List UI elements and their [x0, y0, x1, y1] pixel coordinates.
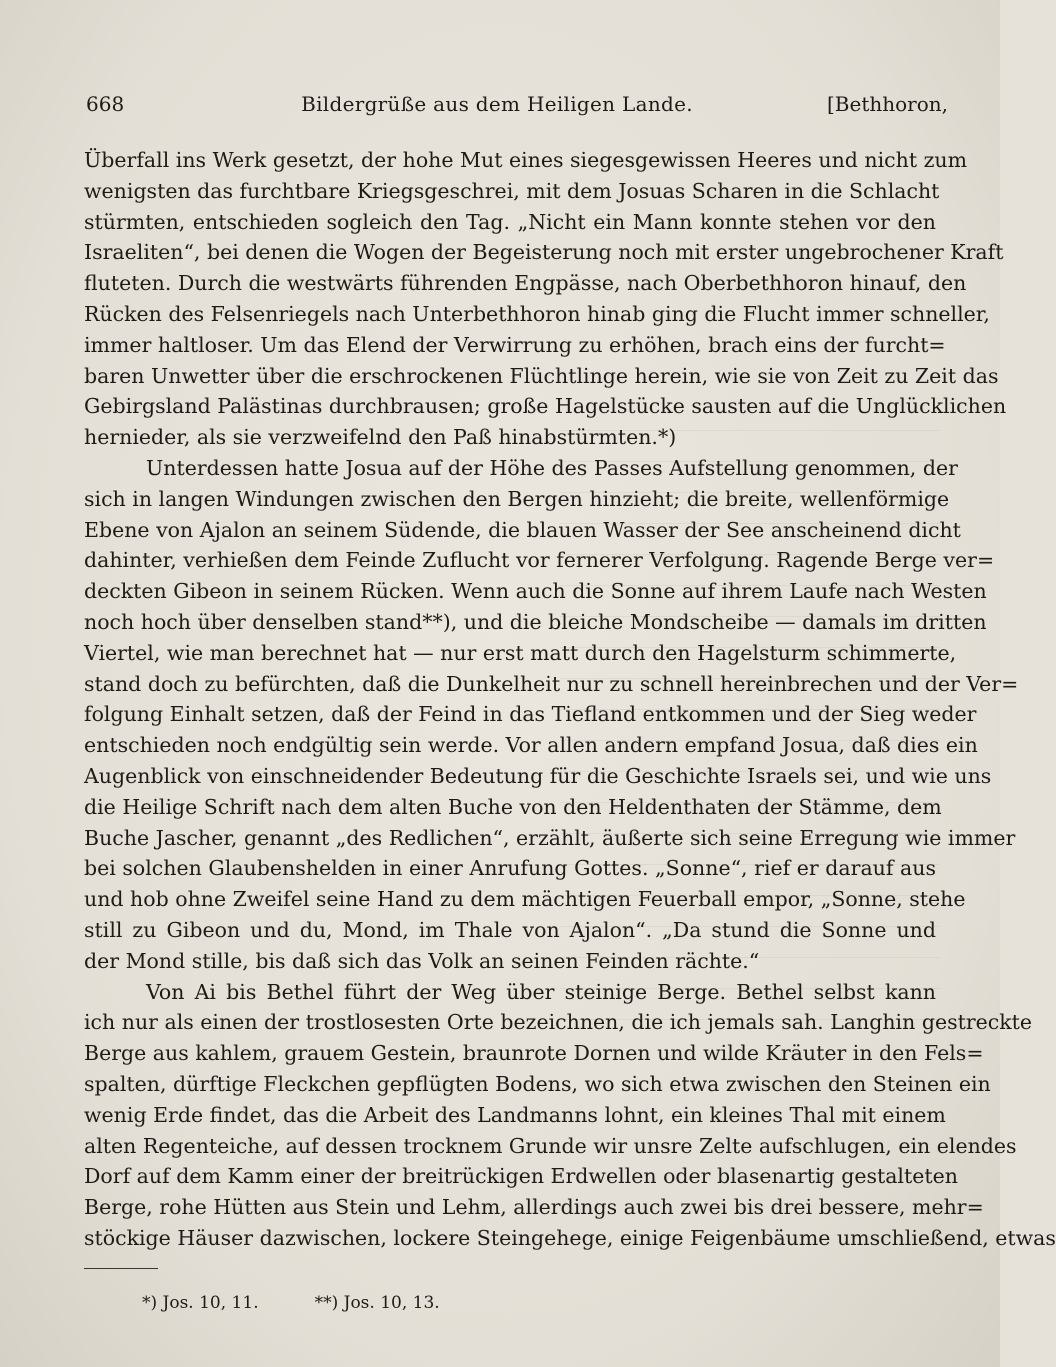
- section-marker: [Bethhoron,: [826, 92, 948, 116]
- text-line: stöckige Häuser dazwischen, lockere Steingehege, einige Feigenbäume umschließend, etwas: [84, 1225, 1056, 1250]
- text-line: Überfall ins Werk gesetzt, der hohe Mut eines siegesgewissen Heeres und nicht zum: [84, 148, 968, 172]
- text-line: Augenblick von einschneidender Bedeutung für die Geschichte Israels sei, und wie uns: [84, 763, 992, 788]
- text-line: immer haltloser. Um das Elend der Verwirrung zu erhöhen, brach eins der furcht=: [84, 332, 946, 357]
- text-line: stand doch zu befürchten, daß die Dunkelheit nur zu schnell hereinbrechen und der Ver=: [84, 671, 1019, 696]
- running-header: [86, 92, 948, 126]
- page-number: 668: [86, 92, 125, 116]
- text-line: Ebene von Ajalon an seinem Südende, die blauen Wasser der See anscheinend dicht: [84, 517, 961, 542]
- text-line: spalten, dürftige Fleckchen gepflügten Bodens, wo sich etwa zwischen den Steinen ein: [84, 1071, 991, 1096]
- text-line: noch hoch über denselben stand**), und die bleiche Mondscheibe — damals im dritten: [84, 609, 987, 634]
- running-title: Bildergrüße aus dem Heiligen Lande.: [301, 92, 693, 116]
- text-line: fluteten. Durch die westwärts führenden Engpässe, nach Oberbethhoron hinauf, den: [84, 271, 967, 296]
- text-line: Israeliten“, bei denen die Wogen der Begeisterung noch mit erster ungebrochener Kraft: [84, 240, 1004, 265]
- text-line: wenigsten das furchtbare Kriegsgeschrei, mit dem Josuas Scharen in die Schlacht: [84, 178, 940, 203]
- text-line: Viertel, wie man berechnet hat — nur erst matt durch den Hagelsturm schimmerte,: [84, 640, 957, 665]
- text-line: baren Unwetter über die erschrockenen Flüchtlinge herein, wie sie von Zeit zu Zeit das: [84, 363, 999, 388]
- body-text: [84, 145, 1056, 1254]
- footnote-rule: [84, 1268, 158, 1269]
- text-line: Buche Jascher, genannt „des Redlichen“, erzählt, äußerte sich seine Erregung wie immer: [84, 825, 1016, 850]
- text-line: entschieden noch endgültig sein werde. Vor allen andern empfand Josua, daß dies ein: [84, 733, 978, 758]
- text-line: still zu Gibeon und du, Mond, im Thale von Ajalon“. „Da stund die Sonne und: [84, 917, 936, 942]
- text-line: der Mond stille, bis daß sich das Volk an seinen Feinden rächte.“: [84, 948, 760, 973]
- text-line: bei solchen Glaubenshelden in einer Anrufung Gottes. „Sonne“, rief er darauf aus: [84, 856, 936, 881]
- text-line: alten Regenteiche, auf dessen trocknem Grunde wir unsre Zelte aufschlugen, ein elendes: [84, 1133, 1017, 1158]
- text-line: dahinter, verhießen dem Feinde Zuflucht vor fernerer Verfolgung. Ragende Berge ver=: [84, 548, 995, 573]
- text-line: hernieder, als sie verzweifelnd den Paß hinabstürmten.*): [84, 425, 677, 450]
- footnotes: [142, 1293, 440, 1313]
- footnote-1: *) Jos. 10, 11.: [142, 1293, 259, 1313]
- text-line: Berge aus kahlem, grauem Gestein, braunrote Dornen und wilde Kräuter in den Fels=: [84, 1041, 984, 1066]
- text-line: sich in langen Windungen zwischen den Bergen hinzieht; die breite, wellenförmige: [84, 486, 950, 511]
- text-line: deckten Gibeon in seinem Rücken. Wenn auch die Sonne auf ihrem Laufe nach Westen: [84, 579, 987, 604]
- text-line: Dorf auf dem Kamm einer der breitrückigen Erdwellen oder blasenartig gestalteten: [84, 1164, 958, 1189]
- text-line: Rücken des Felsenriegels nach Unterbethhoron hinab ging die Flucht immer schneller,: [84, 301, 990, 326]
- text-line: die Heilige Schrift nach dem alten Buche von den Heldenthaten der Stämme, dem: [84, 794, 942, 819]
- text-line: Berge, rohe Hütten aus Stein und Lehm, allerdings auch zwei bis drei bessere, mehr=: [84, 1195, 984, 1220]
- text-line: folgung Einhalt setzen, daß der Feind in das Tiefland entkommen und der Sieg weder: [84, 702, 977, 727]
- text-line: Gebirgsland Palästinas durchbrausen; große Hagelstücke sausten auf die Unglücklichen: [84, 394, 1007, 419]
- text-line: ich nur als einen der trostlosesten Orte bezeichnen, die ich jemals sah. Langhin gestreckte: [84, 1010, 1033, 1035]
- text-line: und hob ohne Zweifel seine Hand zu dem mächtigen Feuerball empor, „Sonne, stehe: [84, 887, 966, 912]
- text-line: Von Ai bis Bethel führt der Weg über steinige Berge. Bethel selbst kann: [146, 979, 936, 1004]
- text-line: wenig Erde findet, das die Arbeit des Landmanns lohnt, ein kleines Thal mit einem: [84, 1102, 946, 1127]
- footnote-2: **) Jos. 10, 13.: [314, 1293, 440, 1313]
- text-line: stürmten, entschieden sogleich den Tag. „Nicht ein Mann konnte stehen vor den: [84, 209, 936, 234]
- text-line: Unterdessen hatte Josua auf der Höhe des Passes Aufstellung genommen, der: [146, 455, 958, 480]
